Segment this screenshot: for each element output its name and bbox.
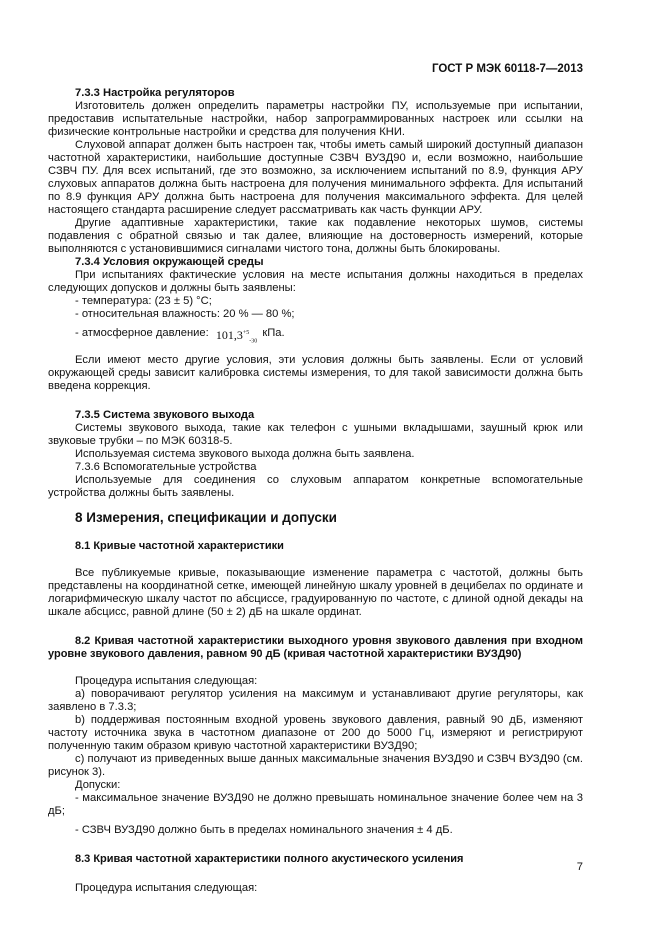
pressure-plus-tolerance: +5 <box>242 330 250 336</box>
paragraph: Используемые для соединения со слуховым аппаратом конкретные вспомогательные устройства должны быть заявлены. <box>48 474 583 500</box>
document-body <box>48 87 583 895</box>
list-item: - максимальное значение ВУЗД90 не должно превышать номинальное значение более чем на 3 дБ; <box>48 792 583 818</box>
paragraph: Процедура испытания следующая: <box>75 675 258 688</box>
paragraph: При испытаниях фактические условия на месте испытания должны находиться в пределах следующих допусков и должны быть заявлены: <box>48 269 583 294</box>
list-item: b) поддерживая постоянным входной уровень звукового давления, равный 90 дБ, изменяют частоту источника звука в частотном диапазоне от 200 до 5000 Гц, измеряют и регистрируют полученную таким образом кривую частотной характеристики ВУЗД90; <box>48 714 583 753</box>
pressure-label: - атмосферное давление: <box>75 327 209 339</box>
list-item: - относительная влажность: 20 % — 80 %; <box>75 308 295 320</box>
pressure-unit: кПа. <box>262 327 285 339</box>
paragraph: Используемая система звукового выхода должна быть заявлена. <box>75 448 415 461</box>
paragraph: Если имеют место другие условия, эти условия должны быть заявлены. Если от условий окружающей среды зависит калибровка системы измерения, то для такой зависимости должна быть введена коррекция. <box>48 354 583 393</box>
section-8-1-title: 8.1 Кривые частотной характеристики <box>75 540 284 553</box>
section-7-3-6-title: 7.3.6 Вспомогательные устройства <box>75 461 257 474</box>
list-item: - температура: (23 ± 5) °С; <box>75 295 212 307</box>
page-number: 7 <box>576 861 583 873</box>
pressure-formula <box>216 327 257 348</box>
section-8-3-title: 8.3 Кривая частотной характеристики полного акустического усиления <box>75 853 464 866</box>
section-8-2-title: 8.2 Кривая частотной характеристики выходного уровня звукового давления при входном уровне звукового давления, равном 90 дБ (кривая частотной характеристики ВУЗД90) <box>48 635 583 661</box>
paragraph: Все публикуемые кривые, показывающие изменение параметра с частотой, должны быть представлены на координатной сетке, имеющей линейную шкалу уровней в децибелах по ординате и логарифмическую шкалу частот по абсциссе, градуированную по частоте, с длиной одной декады на шкале абсцисс, равной длине (50 ± 2) дБ на шкале ординат. <box>48 567 583 619</box>
paragraph: Системы звукового выхода, такие как телефон с ушными вкладышами, заушный крюк или звуковые трубки – по МЭК 60318-5. <box>48 422 583 448</box>
list-item <box>48 327 583 348</box>
pressure-value: 101,3 <box>215 328 243 342</box>
list-item: - СЗВЧ ВУЗД90 должно быть в пределах номинального значения ± 4 дБ. <box>75 824 453 837</box>
section-8-title: 8 Измерения, спецификации и допуски <box>75 510 337 526</box>
section-7-3-5-title: 7.3.5 Система звукового выхода <box>75 409 255 422</box>
section-7-3-3-title: 7.3.3 Настройка регуляторов <box>75 87 235 99</box>
paragraph: Слуховой аппарат должен быть настроен так, чтобы иметь самый широкий доступный диапазон частотной характеристики, наибольшие доступные СЗВЧ ВУЗД90 и, если возможно, наибольшие СЗВЧ ПУ. Для всех испытаний, где это возможно, за исключением испытаний по 8.9, функция АРУ слуховых аппаратов должна быть настроена для получения минимального эффекта. Для испытаний по 8.9 функция АРУ должна быть настроена для получения максимального эффекта. Для целей настоящего стандарта расширение следует рассматривать как часть функции АРУ. <box>48 139 583 216</box>
tolerances-label: Допуски: <box>75 779 121 792</box>
list-item: а) поворачивают регулятор усиления на максимум и устанавливают другие регуляторы, как заявлено в 7.3.3; <box>48 688 583 714</box>
section-7-3-4-title: 7.3.4 Условия окружающей среды <box>75 256 264 268</box>
paragraph: Процедура испытания следующая: <box>75 882 258 895</box>
pressure-minus-tolerance: -30 <box>249 338 258 345</box>
document-header: ГОСТ Р МЭК 60118-7—2013 <box>431 63 583 75</box>
paragraph: Другие адаптивные характеристики, такие как подавление некоторых шумов, системы подавления с обратной связью и так далее, влияющие на достоверность измерений, которые выполняются с установившимися сигналами чистого тона, должны быть блокированы. <box>48 217 583 255</box>
list-item: с) получают из приведенных выше данных максимальные значения ВУЗД90 и СЗВЧ ВУЗД90 (см. рисунок 3). <box>48 753 583 779</box>
paragraph: Изготовитель должен определить параметры настройки ПУ, используемые при испытании, предоставив испытательные настройки, набор запрограммированных настроек или ссылки на физические контрольные настройки и средства для получения КНИ. <box>48 100 583 138</box>
